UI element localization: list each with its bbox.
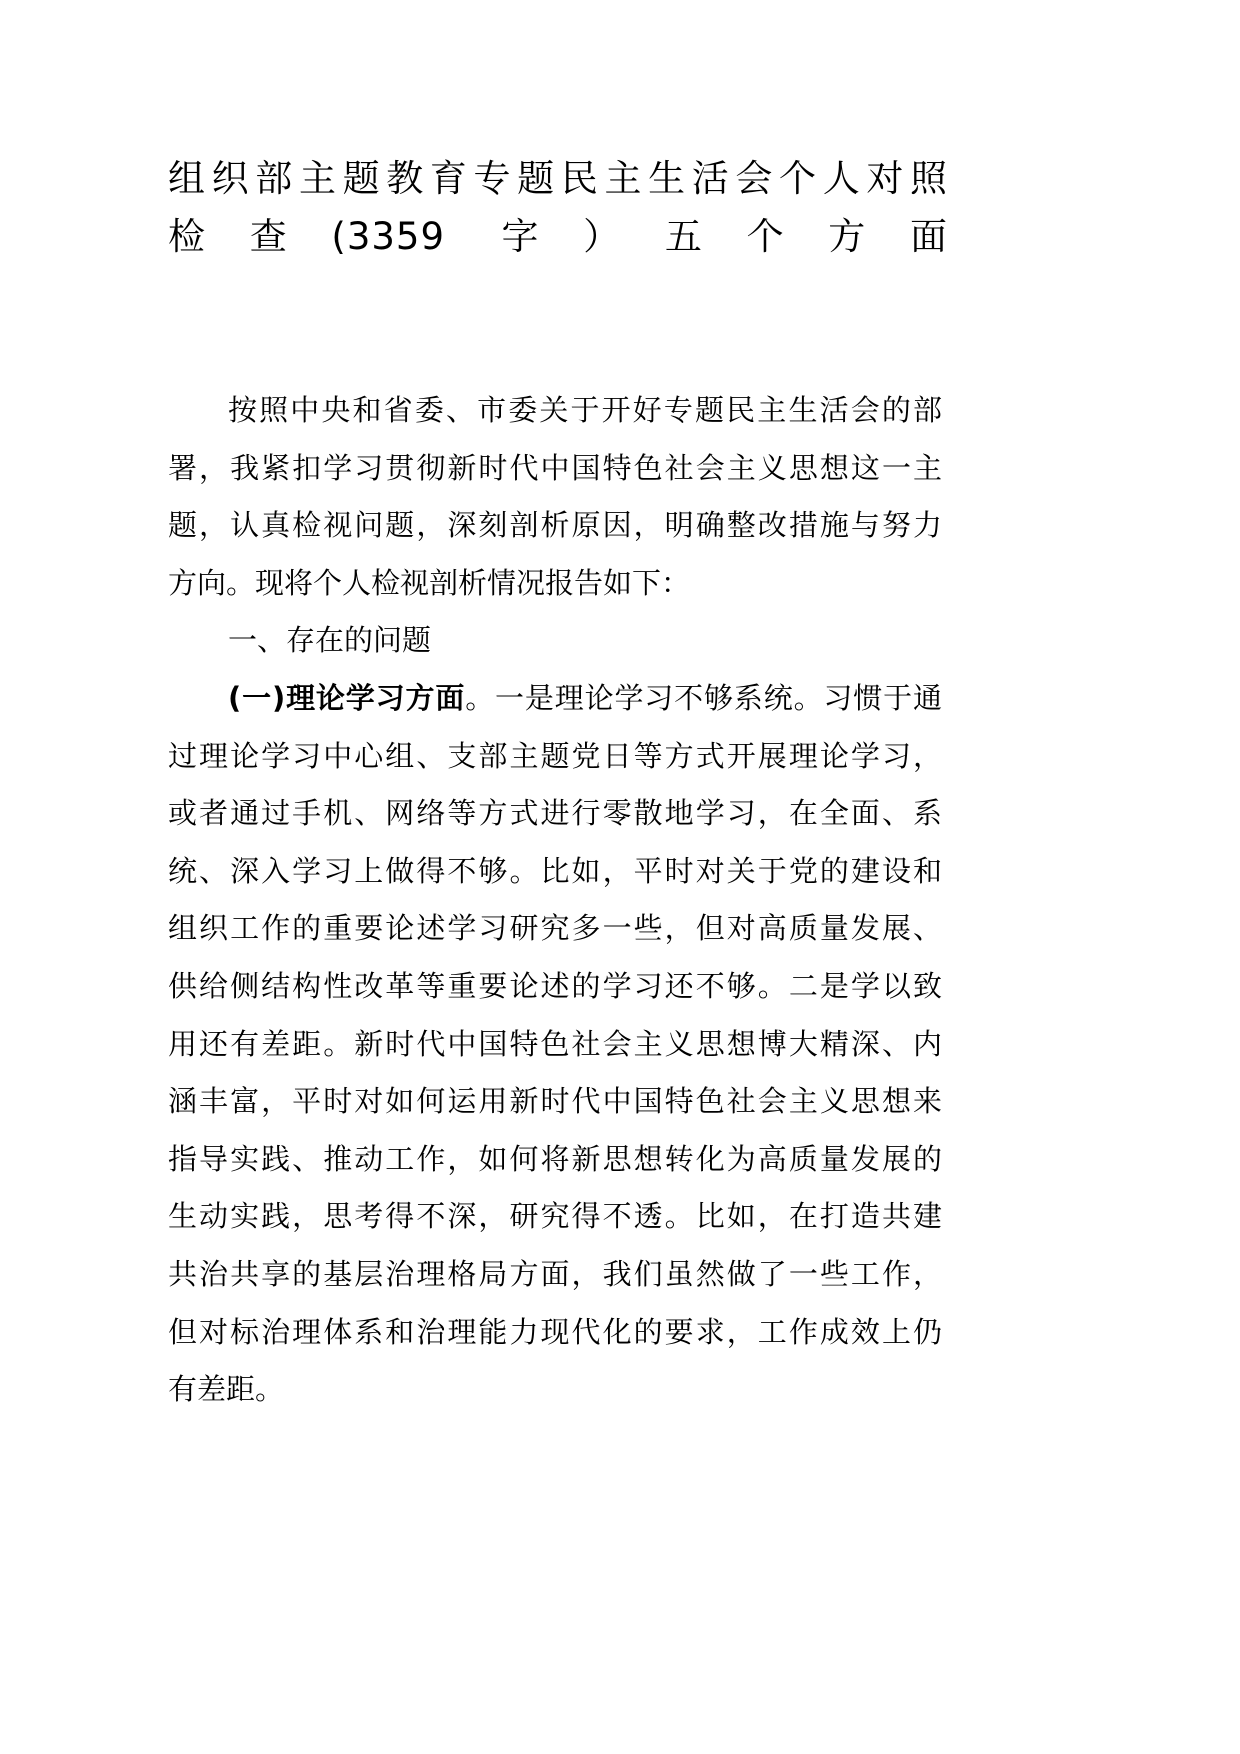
title-line-1: 组织部主题教育专题民主生活会个人对照 xyxy=(168,157,948,200)
subsection-line: 涵丰富，平时对如何运用新时代中国特色社会主义思想来 xyxy=(168,1084,942,1119)
intro-paragraph xyxy=(168,382,942,612)
subsection-line: 组织工作的重要论述学习研究多一些，但对高质量发展、 xyxy=(168,911,942,946)
subsection-line: 供给侧结构性改革等重要论述的学习还不够。二是学以致 xyxy=(168,968,942,1003)
section-heading-text: 一、存在的问题 xyxy=(228,623,432,658)
subsection-theory-study xyxy=(168,670,942,1419)
subsection-line: 用还有差距。新时代中国特色社会主义思想博大精深、内 xyxy=(168,1026,942,1061)
subsection-line: 或者通过手机、网络等方式进行零散地学习，在全面、系 xyxy=(168,796,942,831)
subsection-line: 指导实践、推动工作，如何将新思想转化为高质量发展的 xyxy=(168,1141,942,1176)
intro-line: 方向。现将个人检视剖析情况报告如下： xyxy=(168,565,691,600)
subsection-first-line-text: 。一是理论学习不够系统。习惯于通 xyxy=(465,680,942,715)
subsection-line: 过理论学习中心组、支部主题党日等方式开展理论学习， xyxy=(168,738,942,773)
document-title xyxy=(168,150,948,266)
document-body xyxy=(168,382,942,1419)
subsection-line: 共治共享的基层治理格局方面，我们虽然做了一些工作， xyxy=(168,1256,942,1291)
subsection-first-line xyxy=(168,670,942,728)
title-line-2: 检查(3359 字）五个方面 xyxy=(168,215,948,258)
subsection-label: (一)理论学习方面 xyxy=(228,680,466,715)
intro-line: 署，我紧扣学习贯彻新时代中国特色社会主义思想这一主 xyxy=(168,450,942,485)
subsection-line: 但对标治理体系和治理能力现代化的要求，工作成效上仍 xyxy=(168,1314,942,1349)
intro-line: 题，认真检视问题，深刻剖析原因，明确整改措施与努力 xyxy=(168,508,942,543)
subsection-line: 统、深入学习上做得不够。比如，平时对关于党的建设和 xyxy=(168,853,942,888)
intro-line: 按照中央和省委、市委关于开好专题民主生活会的部 xyxy=(228,393,942,427)
section-heading-problems xyxy=(168,612,942,670)
subsection-line: 生动实践，思考得不深，研究得不透。比如，在打造共建 xyxy=(168,1199,942,1234)
subsection-line: 有差距。 xyxy=(168,1372,285,1407)
